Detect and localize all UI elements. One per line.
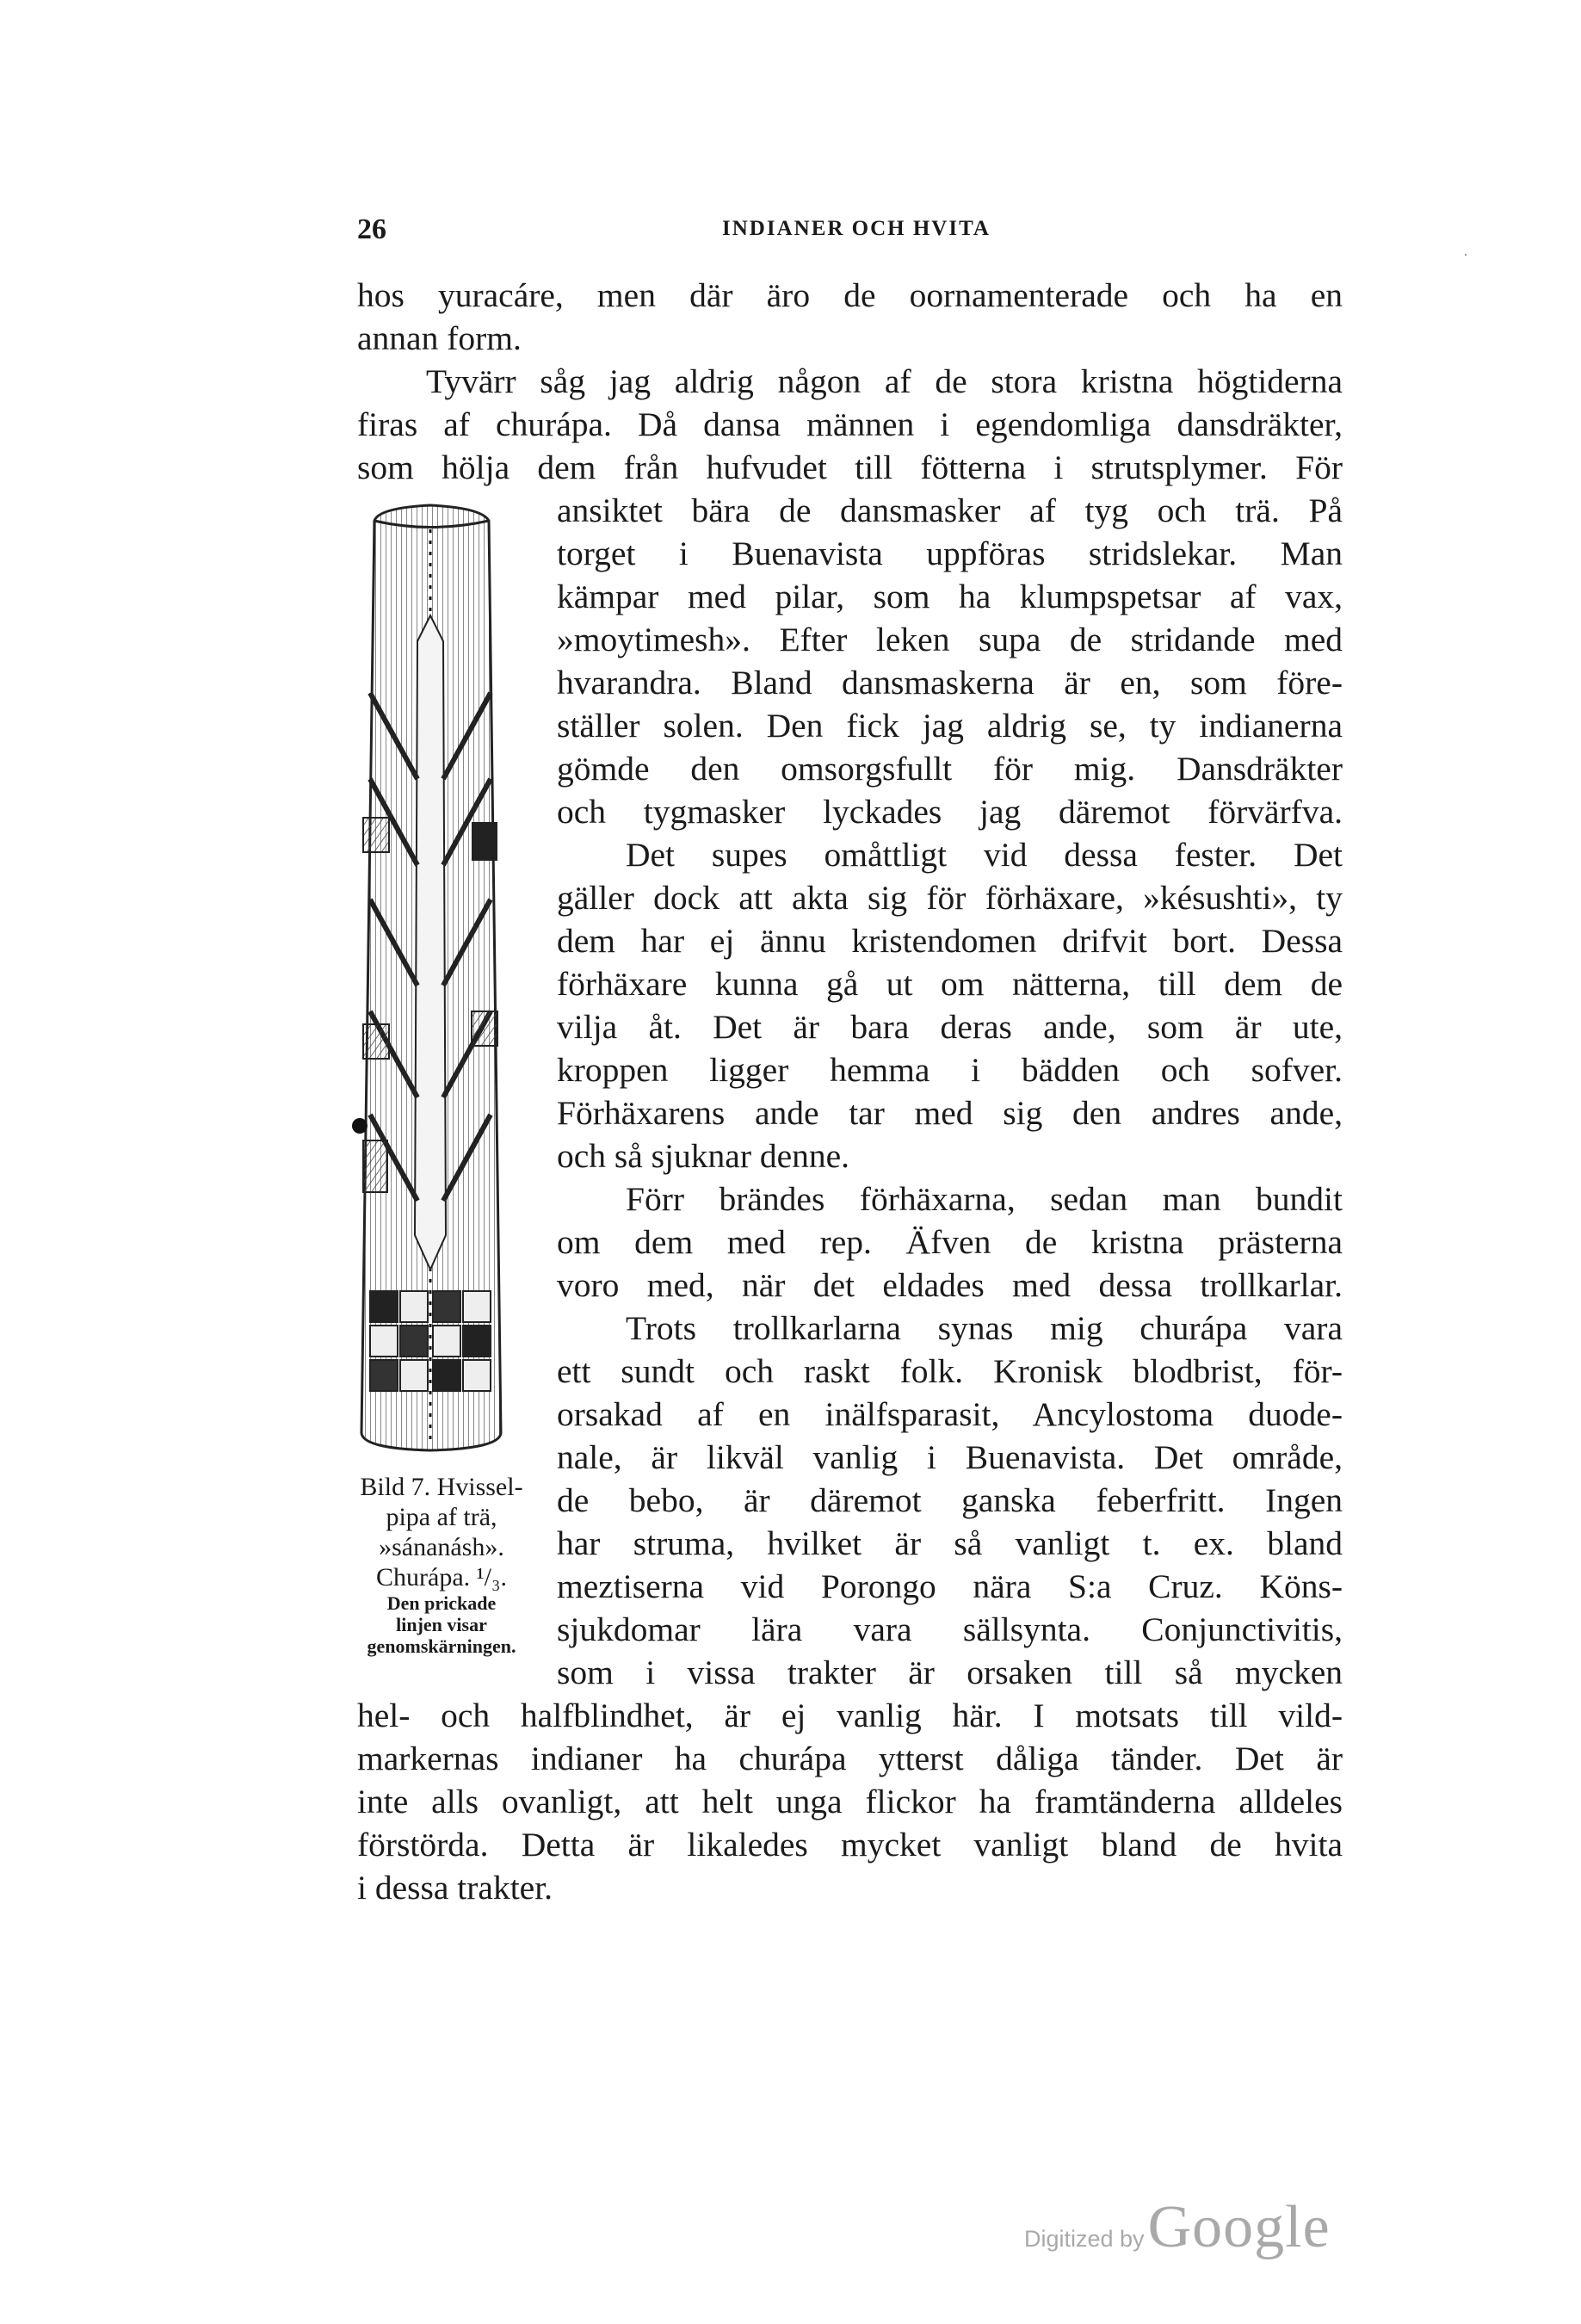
google-logo: Google bbox=[1147, 2194, 1331, 2260]
caption-line: »sánanásh». bbox=[379, 1533, 504, 1561]
text-line: förhäxare kunna gå ut om nätterna, till dem de bbox=[557, 965, 1343, 1003]
page-number: 26 bbox=[357, 213, 386, 245]
caption-line: Churápa. ¹/₃. bbox=[376, 1563, 507, 1592]
text-line: hos yuracáre, men där äro de oornamenterade och ha en bbox=[357, 276, 1343, 314]
scan-speck bbox=[1465, 254, 1467, 256]
text-line: de bebo, är däremot ganska feberfritt. Ingen bbox=[557, 1481, 1343, 1519]
text-line: i dessa trakter. bbox=[357, 1869, 553, 1907]
whistle-illustration bbox=[344, 495, 516, 1459]
watermark-small-text: Digitized by bbox=[1024, 2226, 1145, 2252]
text-line: ställer solen. Den fick jag aldrig se, ty indianerna bbox=[557, 707, 1343, 745]
text-line: har struma, hvilket är så vanligt t. ex. bland bbox=[557, 1524, 1343, 1562]
text-line: hel- och halfblindhet, är ej vanlig här. I motsats till vild- bbox=[357, 1697, 1343, 1734]
text-line: dem har ej ännu kristendomen drifvit bort. Dessa bbox=[557, 922, 1343, 960]
text-line: annan form. bbox=[357, 319, 522, 357]
figure-caption bbox=[334, 1472, 549, 1657]
text-line: meztiserna vid Porongo nära S:a Cruz. Köns- bbox=[557, 1567, 1343, 1605]
text-line: Förr brändes förhäxarna, sedan man bundit bbox=[626, 1180, 1343, 1218]
text-line: förstörda. Detta är likaledes mycket vanligt bland de hvita bbox=[357, 1826, 1343, 1864]
caption-line: pipa af trä, bbox=[386, 1503, 497, 1531]
text-line: hvarandra. Bland dansmaskerna är en, som före- bbox=[557, 664, 1343, 702]
text-line: gömde den omsorgsfullt för mig. Dansdräkter bbox=[557, 750, 1343, 788]
text-line: som i vissa trakter är orsaken till så mycken bbox=[557, 1653, 1343, 1691]
text-line: och tygmasker lyckades jag däremot förvärfva. bbox=[557, 793, 1343, 831]
text-line: Trots trollkarlarna synas mig churápa vara bbox=[626, 1309, 1343, 1347]
text-line: voro med, när det eldades med dessa trollkarlar. bbox=[557, 1266, 1343, 1304]
text-line: kämpar med pilar, som ha klumpspetsar af vax, bbox=[557, 578, 1343, 615]
text-line: och så sjuknar denne. bbox=[557, 1137, 850, 1175]
text-line: om dem med rep. Äfven de kristna prästerna bbox=[557, 1223, 1343, 1261]
text-line: torget i Buenavista uppföras stridslekar. Man bbox=[557, 535, 1343, 572]
caption-line: Bild 7. Hvissel- bbox=[360, 1473, 523, 1501]
text-line: firas af churápa. Då dansa männen i egendomliga dansdräkter, bbox=[357, 405, 1343, 443]
digitized-watermark bbox=[1024, 2193, 1331, 2262]
text-line: ansiktet bära de dansmasker af tyg och trä. På bbox=[557, 491, 1343, 529]
page-header bbox=[357, 213, 1356, 248]
text-line: Förhäxarens ande tar med sig den andres ande, bbox=[557, 1094, 1343, 1132]
text-line: inte alls ovanligt, att helt unga flickor ha framtänderna alldeles bbox=[357, 1783, 1343, 1820]
text-line: nale, är likväl vanlig i Buenavista. Det område, bbox=[557, 1438, 1343, 1476]
text-line: som hölja dem från hufvudet till fötterna i strutsplymer. För bbox=[357, 448, 1343, 486]
running-title: INDIANER OCH HVITA bbox=[722, 217, 991, 240]
text-line: Det supes omåttligt vid dessa fester. Det bbox=[626, 836, 1343, 874]
text-line: orsakad af en inälfsparasit, Ancylostoma duode- bbox=[557, 1395, 1343, 1433]
text-line: ett sundt och raskt folk. Kronisk blodbrist, för- bbox=[557, 1352, 1343, 1390]
text-line: markernas indianer ha churápa ytterst dåliga tänder. Det är bbox=[357, 1740, 1343, 1777]
text-line: vilja åt. Det är bara deras ande, som är ute, bbox=[557, 1008, 1343, 1046]
text-line: »moytimesh». Efter leken supa de stridande med bbox=[557, 621, 1343, 658]
text-line: kroppen ligger hemma i bädden och sofver. bbox=[557, 1051, 1343, 1089]
caption-note-line: Den prickade bbox=[386, 1592, 497, 1614]
text-line: sjukdomar lära vara sällsynta. Conjunctivitis, bbox=[557, 1610, 1343, 1648]
caption-note-line: linjen visar bbox=[396, 1614, 487, 1635]
caption-note-line: genomskärningen. bbox=[367, 1635, 516, 1657]
text-line: Tyvärr såg jag aldrig någon af de stora kristna högtiderna bbox=[426, 362, 1343, 400]
text-line: gäller dock att akta sig för förhäxare, »késushti», ty bbox=[557, 879, 1343, 917]
